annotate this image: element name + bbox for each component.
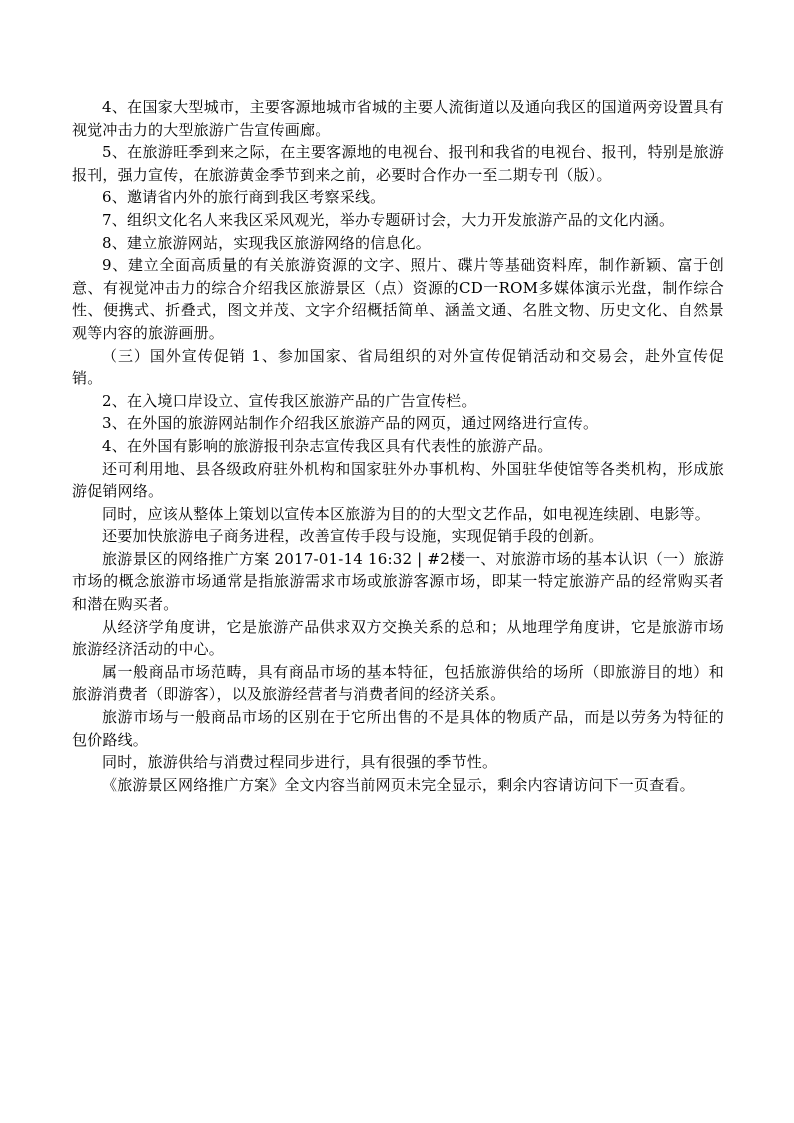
paragraph-market-features: 属一般商品市场范畴，具有商品市场的基本特征，包括旅游供给的场所（即旅游目的地）和旅游消费者（即游客），以及旅游经营者与消费者间的经济关系。 bbox=[72, 662, 724, 704]
paragraph-seasonality: 同时，旅游供给与消费过程同步进行，具有很强的季节性。 bbox=[102, 753, 498, 772]
paragraph-ecommerce: 还要加快旅游电子商务进程，改善宣传手段与设施，实现促销手段的创新。 bbox=[102, 527, 604, 546]
paragraph-foreign-magazines: 4、在外国有影响的旅游报刊杂志宣传我区具有代表性的旅游产品。 bbox=[102, 436, 553, 455]
paragraph-tourism-website: 8、建立旅游网站，实现我区旅游网络的信息化。 bbox=[102, 233, 431, 252]
paragraph-market-concept: 旅游景区的网络推广方案 2017-01-14 16:32 | #2楼一、对旅游市场的基本认识（一）旅游市场的概念旅游市场通常是指旅游需求市场或旅游客源市场，即某一特定旅游产品的经常购买者和潜在购买者。 bbox=[72, 549, 724, 614]
paragraph-overseas-promotion: （三）国外宣传促销 1、参加国家、省局组织的对外宣传促销活动和交易会，赴外宣传促销。 bbox=[72, 346, 724, 388]
paragraph-resource-database: 9、建立全面高质量的有关旅游资源的文字、照片、碟片等基础资料库，制作新颖、富于创意、有视觉冲击力的综合介绍我区旅游景区（点）资源的CD一ROM多媒体演示光盘，制作综合性、便携式、折叠式，图文并茂、文字介绍概括简单、涵盖文通、名胜文物、历史文化、自然景观等内容的旅游画册。 bbox=[72, 256, 724, 342]
paragraph-continue-notice: 《旅游景区网络推广方案》全文内容当前网页未完全显示，剩余内容请访问下一页查看。 bbox=[102, 775, 695, 794]
paragraph-economics-view: 从经济学角度讲，它是旅游产品供求双方交换关系的总和；从地理学角度讲，它是旅游市场旅游经济活动的中心。 bbox=[72, 617, 724, 659]
paragraph-invite-travel-agents: 6、邀请省内外的旅行商到我区考察采线。 bbox=[102, 188, 386, 207]
document-body bbox=[72, 96, 724, 796]
paragraph-port-billboards: 2、在入境口岸设立、宣传我区旅游产品的广告宣传栏。 bbox=[102, 391, 477, 410]
paragraph-promotion-network: 还可利用地、县各级政府驻外机构和国家驻外办事机构、外国驻华使馆等各类机构，形成旅游促销网络。 bbox=[72, 459, 724, 501]
paragraph-cultural-celebrities: 7、组织文化名人来我区采风观光，举办专题研讨会，大力开发旅游产品的文化内涵。 bbox=[102, 210, 675, 229]
paragraph-market-difference: 旅游市场与一般商品市场的区别在于它所出售的不是具体的物质产品，而是以劳务为特征的包价路线。 bbox=[72, 708, 724, 749]
paragraph-tv-print-promotion: 5、在旅游旺季到来之际，在主要客源地的电视台、报刊和我省的电视台、报刊，特别是旅游报刊，强力宣传，在旅游黄金季节到来之前，必要时合作办一至二期专刊（版）。 bbox=[72, 143, 724, 184]
paragraph-foreign-websites: 3、在外国的旅游网站制作介绍我区旅游产品的网页，通过网络进行宣传。 bbox=[102, 414, 599, 433]
paragraph-art-works: 同时，应该从整体上策划以宣传本区旅游为目的的大型文艺作品，如电视连续剧、电影等。 bbox=[102, 504, 711, 523]
paragraph-outdoor-ads: 4、在国家大型城市，主要客源地城市省城的主要人流街道以及通向我区的国道两旁设置具有视觉冲击力的大型旅游广告宣传画廊。 bbox=[72, 98, 724, 139]
